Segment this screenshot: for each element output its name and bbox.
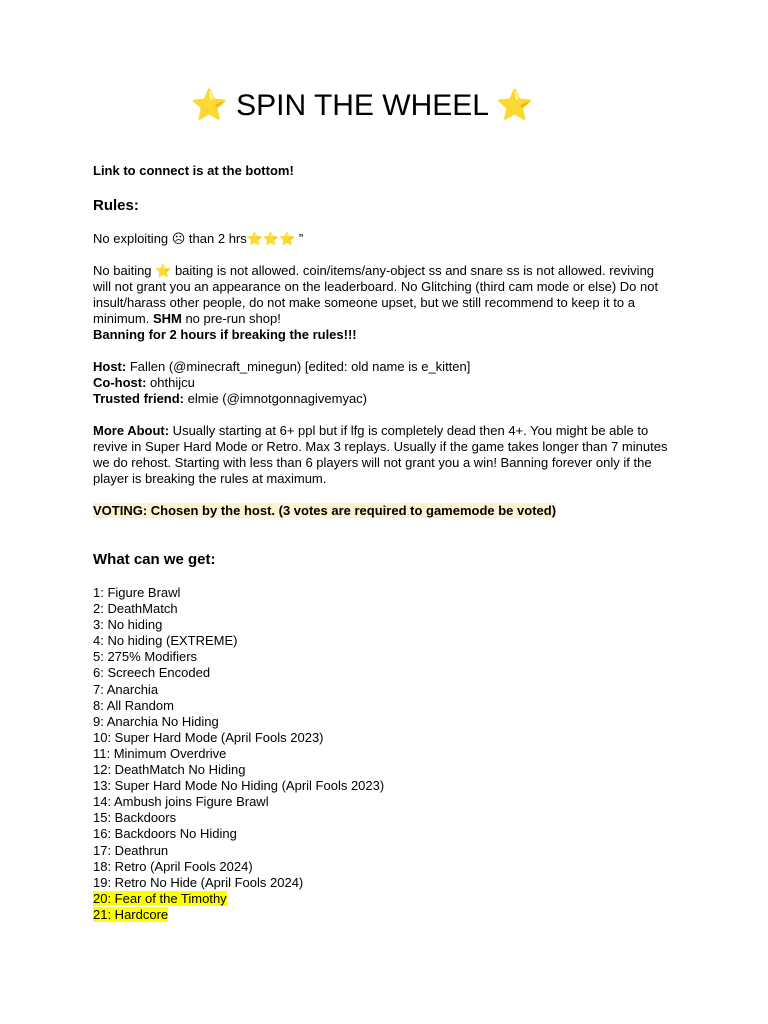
list-item: 17: Deathrun <box>93 842 169 858</box>
rule-baiting <box>93 263 673 327</box>
list-item: 13: Super Hard Mode No Hiding (April Fools 2023) <box>93 778 385 794</box>
ban-line: Banning for 2 hours if breaking the rules!!! <box>93 327 357 342</box>
list-item: 7: Anarchia <box>93 681 159 697</box>
rule-shm-label: SHM <box>152 311 182 326</box>
list-item: 1: Figure Brawl <box>93 585 181 600</box>
page-title: ⭐ SPIN THE WHEEL ⭐ <box>190 89 534 122</box>
list-item: 10: Super Hard Mode (April Fools 2023) <box>93 729 324 745</box>
list-item: 4: No hiding (EXTREME) <box>93 633 238 649</box>
list-item: 18: Retro (April Fools 2024) <box>93 858 253 874</box>
list-item: 8: All Random <box>93 697 174 713</box>
list-item-highlighted: 20: Fear of the Timothy <box>93 890 227 906</box>
document-body <box>93 163 673 923</box>
more-about <box>93 423 673 487</box>
list-item: 2: DeathMatch <box>93 601 178 617</box>
what-heading: What can we get: <box>93 551 216 568</box>
voting-text: VOTING: Chosen by the host. (3 votes are required to gamemode be voted) <box>93 503 557 518</box>
more-value: Usually starting at 6+ ppl but if lfg is completely dead then 4+. You might be able to revive in Super Hard Mode or Retro. Max 3 replays. Usually if the game takes longer than 7 minutes we do rehost. Starting with less than 6 players will not grant you a win! Banning forever only if the player is breaking the rules at maximum. <box>93 423 668 486</box>
rules-heading: Rules: <box>93 197 139 214</box>
list-item: 14: Ambush joins Figure Brawl <box>93 794 269 810</box>
more-label: More About: <box>93 423 170 438</box>
rule-shm-text: no pre-run shop! <box>181 311 281 326</box>
list-item-highlighted: 21: Hardcore <box>93 906 169 922</box>
list-item: 19: Retro No Hide (April Fools 2024) <box>93 874 304 890</box>
gamemode-list <box>93 585 673 923</box>
trusted-line <box>93 391 673 407</box>
list-item: 15: Backdoors <box>93 810 177 826</box>
list-item: 9: Anarchia No Hiding <box>93 713 219 729</box>
list-item: 6: Screech Encoded <box>93 665 211 681</box>
list-item: 16: Backdoors No Hiding <box>93 826 237 842</box>
list-item: 12: DeathMatch No Hiding <box>93 762 246 778</box>
host-line <box>93 359 673 375</box>
trusted-label: Trusted friend: <box>93 391 185 406</box>
rule-exploit: No exploiting ☹ than 2 hrs⭐⭐⭐ ” <box>93 231 304 246</box>
voting-line <box>93 503 673 519</box>
cohost-line <box>93 375 673 391</box>
host-label: Host: <box>93 359 127 374</box>
rule-baiting-text: No baiting ⭐ baiting is not allowed. coin/items/any-object ss and snare ss is not allowed. reviving will not grant you an appearance on the leaderboard. No Glitching (third cam mode or else) Do not insult/harass other people, do not make someone upset, but we still recommend to keep it to a minimum. <box>93 263 659 326</box>
trusted-value: elmie (@imnotgonnagivemyac) <box>184 391 368 406</box>
list-item: 5: 275% Modifiers <box>93 649 198 665</box>
cohost-value: ohthijcu <box>146 375 195 390</box>
cohost-label: Co-host: <box>93 375 147 390</box>
list-item: 11: Minimum Overdrive <box>93 745 227 761</box>
link-note: Link to connect is at the bottom! <box>93 163 294 178</box>
host-value: Fallen (@minecraft_minegun) [edited: old name is e_kitten] <box>126 359 471 374</box>
list-item: 3: No hiding <box>93 617 163 633</box>
